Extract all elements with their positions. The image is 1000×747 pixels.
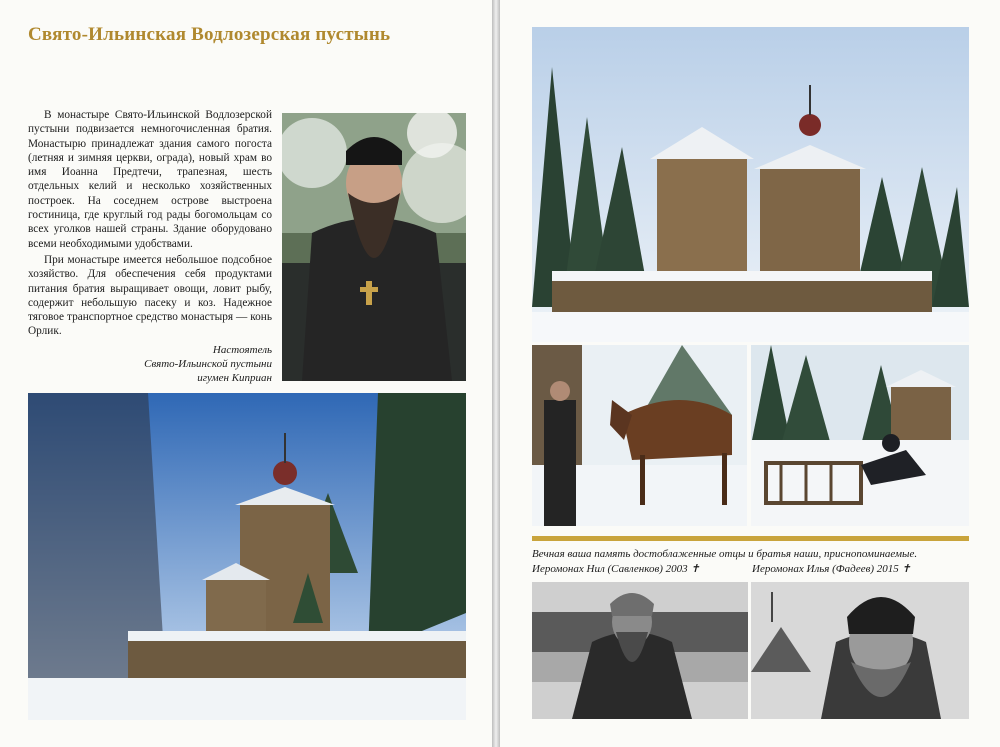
memorial-text: Вечная ваша память достоблаженные отцы и братья наши, приснопоминаемые. — [532, 548, 918, 560]
cross-icon: ✝ — [901, 563, 911, 575]
wooden-churches-photo — [532, 27, 969, 342]
memorial-names — [532, 562, 972, 577]
caption-line-2: Свято-Ильинской пустыни — [144, 358, 272, 370]
memorial-divider — [532, 536, 969, 541]
monk-name-2 — [752, 562, 911, 577]
page-gutter — [492, 0, 500, 747]
caption-line-3: игумен Киприан — [197, 372, 272, 384]
winter-church-photo — [28, 393, 466, 720]
left-page — [0, 0, 492, 747]
snowmobile-sled-photo — [751, 345, 969, 526]
paragraph-1: В монастыре Свято-Ильинской Водлозерской пустыни подвизается немногочисленная братия. Монастырю принадлежат здания самого погоста (летняя и зимняя церкви, ограда), новый храм во имя Иоанна Предтечи, трапезная, шесть отдельных келий и несколько хозяйственных построек. На соседнем острове выстроена гостиница, где круглый год рады богомольцам со всех уголков нашей страны. Здание оборудовано всеми необходимыми удобствами. — [28, 109, 272, 250]
caption-line-1: Настоятель — [212, 344, 272, 356]
hieromonk-nil-photo — [532, 582, 748, 719]
hieromonk-ilya-photo — [751, 582, 969, 719]
monk-name-1 — [532, 562, 700, 577]
abbot-portrait-photo — [282, 113, 466, 381]
memorial-caption — [532, 547, 972, 577]
article-text — [28, 108, 272, 341]
abbot-caption — [28, 343, 272, 385]
monk-name-2-text: Иеромонах Илья (Фадеев) 2015 — [752, 563, 899, 575]
monk-name-1-text: Иеромонах Нил (Савленков) 2003 — [532, 563, 688, 575]
cross-icon: ✝ — [690, 563, 700, 575]
paragraph-2: При монастыре имеется небольшое подсобное хозяйство. Для обеспечения себя продуктами питания братия выращивает овощи, ловит рыбу, содержит небольшую пасеку и коз. Надежное тяговое транспортное средство монастыря — конь Орлик. — [28, 253, 272, 338]
monk-with-horse-photo — [532, 345, 747, 526]
page-title: Свято-Ильинская Водлозерская пустынь — [28, 24, 391, 45]
